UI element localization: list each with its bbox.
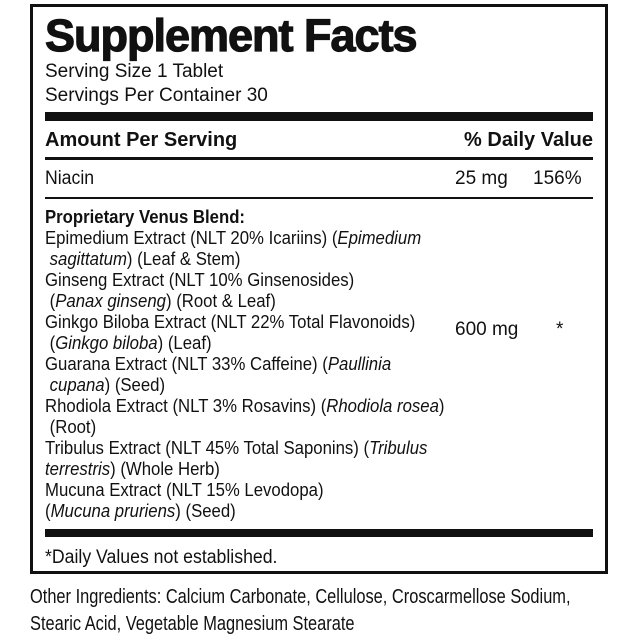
blend-ingredient-line: Ginkgo Biloba Extract (NLT 22% Total Flavonoids) bbox=[45, 312, 416, 332]
nutrient-daily-value: 156% bbox=[533, 168, 582, 189]
servings-per-container: Servings Per Container 30 bbox=[45, 85, 268, 106]
blend-ingredient-line: Mucuna Extract (NLT 15% Levodopa) bbox=[45, 480, 324, 500]
blend-ingredient-line: (Root) bbox=[45, 417, 97, 437]
blend-ingredient-line: Tribulus Extract (NLT 45% Total Saponins) (Tribulus bbox=[45, 438, 428, 458]
divider-thick-top bbox=[45, 112, 593, 121]
nutrient-row-niacin bbox=[45, 160, 593, 197]
blend-ingredient-line: (Panax ginseng) (Root & Leaf) bbox=[45, 291, 276, 311]
nutrient-amount: 25 mg bbox=[455, 168, 508, 189]
blend-ingredient-line: Rhodiola Extract (NLT 3% Rosavins) (Rhodiola rosea) bbox=[45, 396, 445, 416]
serving-size: Serving Size 1 Tablet bbox=[45, 61, 224, 82]
panel-title: Supplement Facts bbox=[45, 10, 417, 61]
blend-ingredient-line: terrestris) (Whole Herb) bbox=[45, 459, 220, 479]
nutrient-name: Niacin bbox=[45, 168, 95, 189]
blend-ingredient-line: (Ginkgo biloba) (Leaf) bbox=[45, 333, 212, 353]
column-header-row bbox=[45, 121, 593, 157]
blend-amount: 600 mg bbox=[455, 319, 519, 340]
daily-value-header: % Daily Value bbox=[464, 129, 593, 151]
blend-ingredient-line: (Mucuna pruriens) (Seed) bbox=[45, 501, 236, 521]
blend-ingredient-line: cupana) (Seed) bbox=[49, 375, 166, 395]
blend-title: Proprietary Venus Blend: bbox=[45, 207, 246, 227]
divider-thick-bottom bbox=[45, 529, 593, 537]
blend-ingredient-line: sagittatum) (Leaf & Stem) bbox=[49, 249, 241, 269]
blend-lines bbox=[45, 228, 593, 522]
proprietary-blend-section bbox=[45, 199, 593, 529]
blend-ingredient-line: Guarana Extract (NLT 33% Caffeine) (Paullinia bbox=[45, 354, 392, 374]
amount-per-serving-header: Amount Per Serving bbox=[45, 129, 238, 151]
blend-daily-value: * bbox=[556, 319, 564, 340]
other-ingredients: Other Ingredients: Calcium Carbonate, Cellulose, Croscarmellose Sodium, Stearic Acid, Vegetable Magnesium Stearate bbox=[30, 586, 571, 635]
blend-ingredient-line: Ginseng Extract (NLT 10% Ginsenosides) bbox=[45, 270, 355, 290]
facts-panel bbox=[30, 4, 608, 574]
blend-ingredient-line: Epimedium Extract (NLT 20% Icariins) (Epimedium bbox=[45, 228, 422, 248]
daily-value-footnote: *Daily Values not established. bbox=[45, 547, 278, 568]
